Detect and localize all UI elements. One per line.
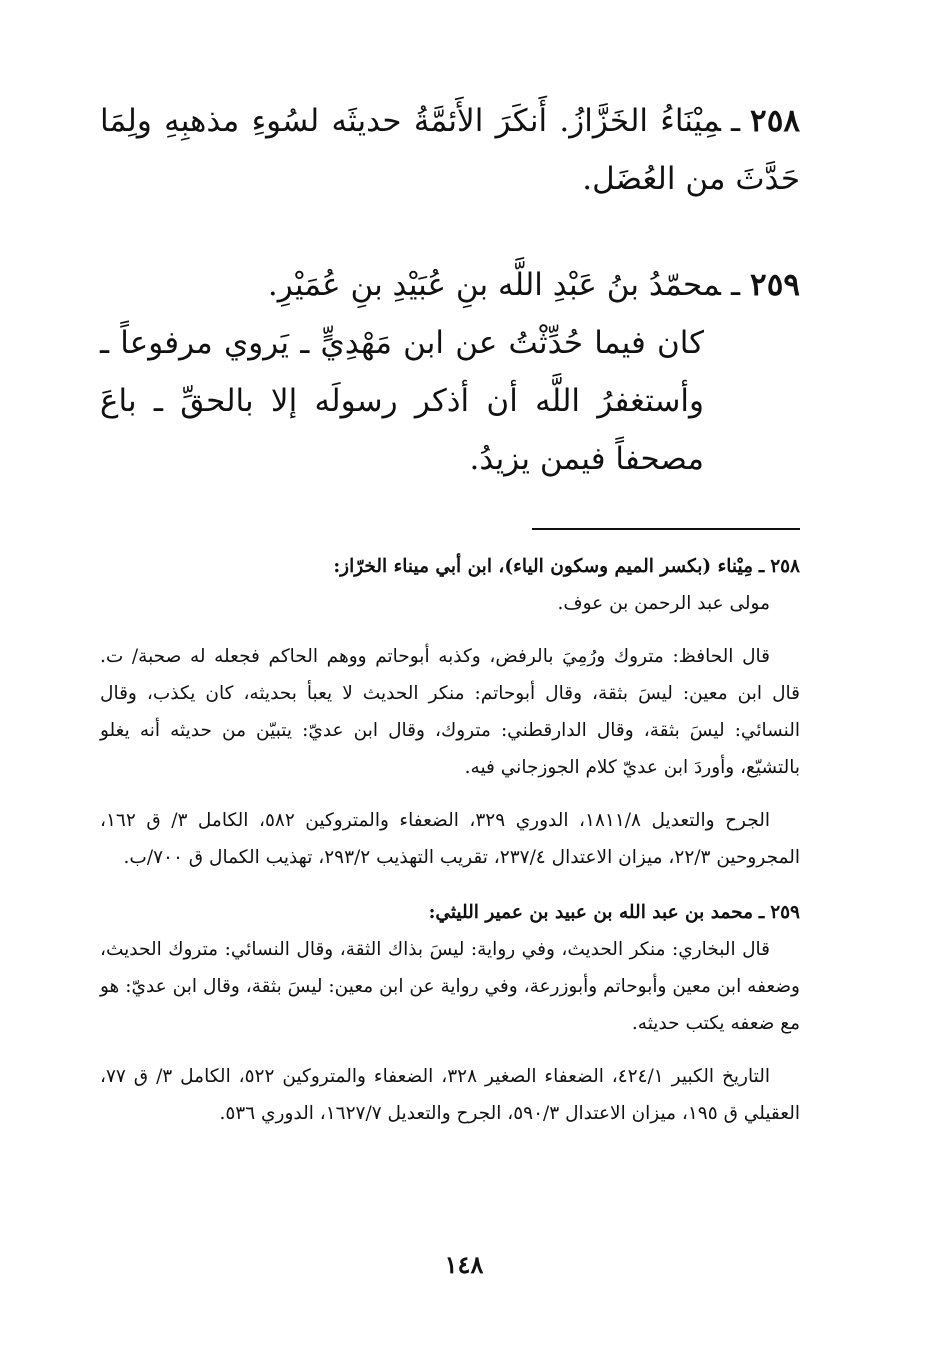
entry-259 [100,256,800,488]
entry-258 [100,92,800,208]
entry-text: مِيْنَاءُ الخَزَّازُ. أَنكَرَ الأَئمَّةُ حديثَه لسُوءِ مذهبِهِ ولِمَا حَدَّثَ من العُضَل. [100,103,800,197]
footnote-divider [532,528,800,530]
footnote-dash: ـ [758,556,765,577]
footnote-259 [100,894,800,1132]
footnote-title: محمد بن عبد الله بن عبيد بن عمير الليثي: [428,902,753,923]
entry-number: ٢٥٩ [750,267,800,303]
footnote-subtitle: مولى عبد الرحمن بن عوف. [557,593,770,614]
footnote-heading [100,548,800,585]
page-number: ١٤٨ [444,1250,484,1279]
footnote-paragraph: قال الحافظ: متروك ورُمِيَ بالرفض، وكذبه أبوحاتم ووهم الحاكم فجعله له صحبة/ ت. قال ابن معين: ليسَ بثقة، وقال أبوحاتم: منكر الحديث لا يعبأ بحديثه، كان يكذب، وقال النسائي: ليسَ بثقة، وقال الدارقطني: متروك، وقال ابن عديّ: يتبيّن من حديثه أنه يغلو بالتشيّع، وأوردَ ابن عديّ كلام الجوزجاني فيه. [100,646,800,778]
entry-name: محمّدُ بنُ عَبْدِ اللَّه بنِ عُبَيْدِ بنِ عُمَيْرِ. [267,267,721,303]
footnote-references: التاريخ الكبير ٤٢٤/١، الضعفاء الصغير ٣٢٨، الضعفاء والمتروكين ٥٢٢، الكامل ٣/ ق ٧٧، العقيلي ق ١٩٥، ميزان الاعتدال ٥٩٠/٣، الجرح والتعديل ١٦٢٧/٧، الدوري ٥٣٦. [100,1066,800,1124]
footnote-dash: ـ [758,902,765,923]
entry-dash: ـ [730,267,741,303]
footnote-references: الجرح والتعديل ١٨١١/٨، الدوري ٣٢٩، الضعفاء والمتروكين ٥٨٢، الكامل ٣/ ق ١٦٢، المجروحين ٢٢/٣، ميزان الاعتدال ٢٣٧/٤، تقريب التهذيب ٢٩٣/٢، تهذيب الكمال ق ٧٠٠/ب. [100,810,800,868]
footnote-heading [100,894,800,931]
footnote-number: ٢٥٨ [770,556,800,577]
entry-number: ٢٥٨ [750,103,800,139]
footnote-258 [100,548,800,876]
footnote-title: مِيْناء (بكسر الميم وسكون الياء)، ابن أبي ميناء الخرّاز: [333,556,753,577]
entry-text: كان فيما حُدِّثْتُ عن ابن مَهْدِيٍّ ـ يَروي مرفوعاً ـ وأستغفرُ اللَّه أن أذكر رسولَه إلا بالحقِّ ـ باعَ مصحفاً فيمن يزيدُ. [100,325,704,477]
footnote-number: ٢٥٩ [770,902,800,923]
entry-dash: ـ [730,103,741,139]
footnote-paragraph: قال البخاري: منكر الحديث، وفي رواية: ليسَ بذاك الثقة، وقال النسائي: متروك الحديث، وضعفه ابن معين وأبوحاتم وأبوزرعة، وفي رواية عن ابن معين: ليسَ بثقة، وقال ابن عديّ: هو مع ضعفه يكتب حديثه. [100,939,800,1034]
